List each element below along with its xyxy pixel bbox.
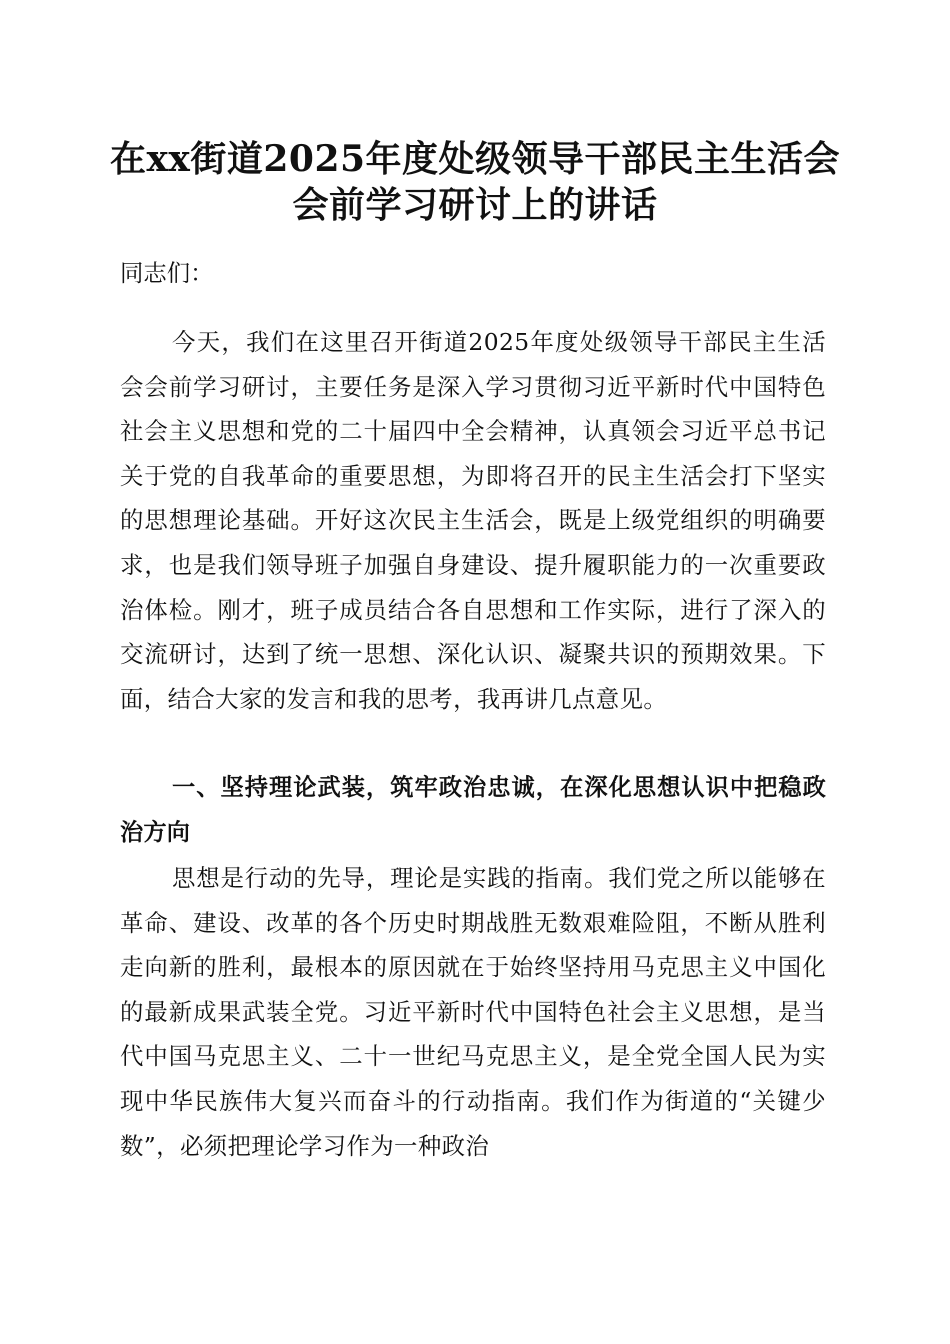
document-title-line-1: 在xx街道2025年度处级领导干部民主生活会 xyxy=(109,138,841,180)
section-1-paragraph: 思想是行动的先导，理论是实践的指南。我们党之所以能够在革命、建设、改革的各个历史时期战胜无数艰难险阻，不断从胜利走向新的胜利，最根本的原因就在于始终坚持用马克思主义中国化的最新成果武装全党。习近平新时代中国特色社会主义思想，是当代中国马克思主义、二十一世纪马克思主义，是全党全国人民为实现中华民族伟大复兴而奋斗的行动指南。我们作为街道的“关键少数”，必须把理论学习作为一种政治 xyxy=(120,864,826,1160)
document-title-line-2: 会前学习研讨上的讲话 xyxy=(292,184,658,226)
section-heading-1: 一、坚持理论武装，筑牢政治忠诚，在深化思想认识中把稳政治方向 xyxy=(120,774,826,846)
salutation: 同志们： xyxy=(120,259,214,287)
intro-paragraph: 今天，我们在这里召开街道2025年度处级领导干部民主生活会会前学习研讨，主要任务是深入学习贯彻习近平新时代中国特色社会主义思想和党的二十届四中全会精神，认真领会习近平总书记关于党的自我革命的重要思想，为即将召开的民主生活会打下坚实的思想理论基础。开好这次民主生活会，既是上级党组织的明确要求，也是我们领导班子加强自身建设、提升履职能力的一次重要政治体检。刚才，班子成员结合各自思想和工作实际，进行了深入的交流研讨，达到了统一思想、深化认识、凝聚共识的预期效果。下面，结合大家的发言和我的思考，我再讲几点意见。 xyxy=(120,328,826,713)
